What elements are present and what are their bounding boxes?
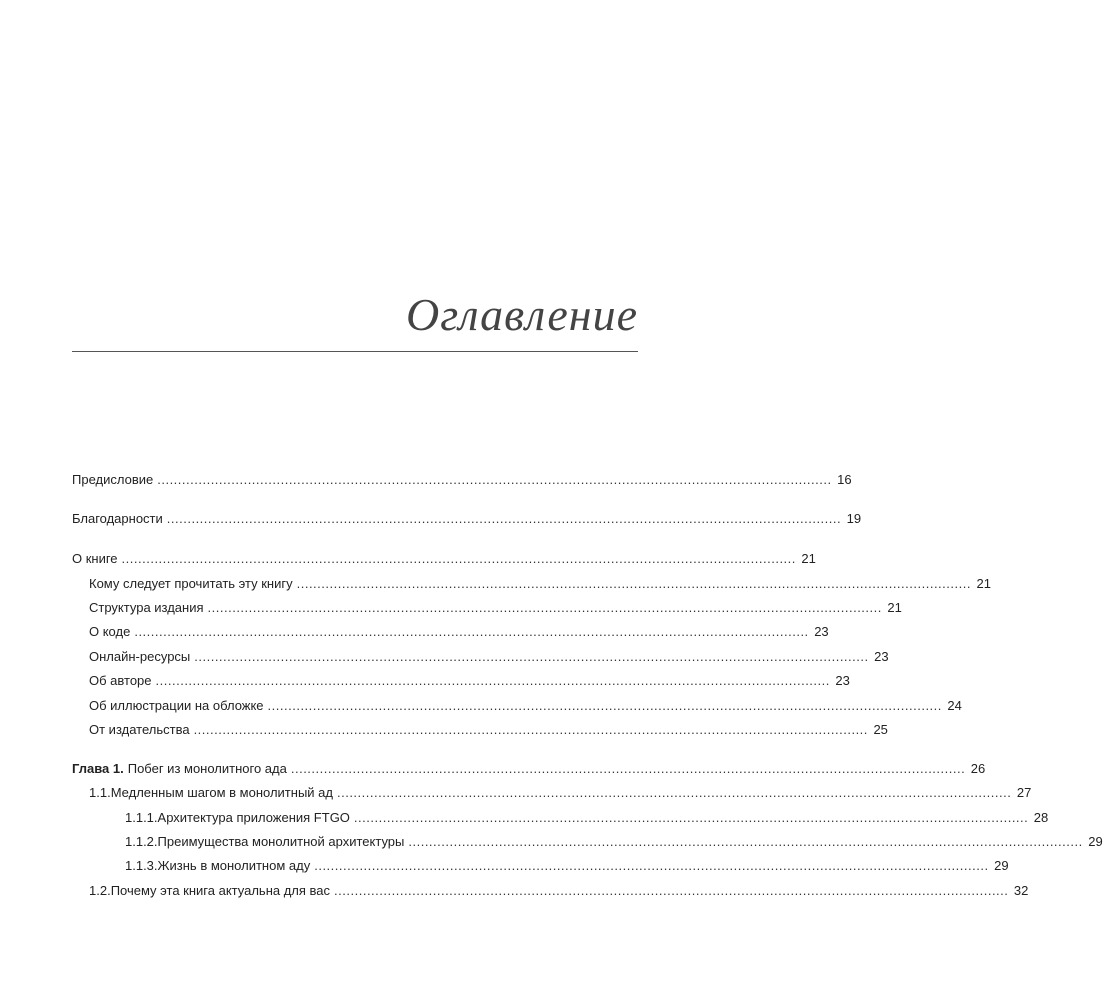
page-title: Оглавление — [405, 289, 638, 340]
toc-entry-audience[interactable] — [89, 574, 991, 594]
toc-entry-page: 23 — [874, 649, 889, 664]
toc-entry-page: 21 — [976, 576, 991, 591]
toc-entry-page: 21 — [887, 600, 902, 615]
toc-entry-label: От издательства — [89, 722, 190, 737]
toc-entry-number: 1.2. — [89, 883, 111, 898]
toc-entry-1-1[interactable] — [89, 783, 1032, 803]
toc-leader-dots: .................................................................................................................................................................... — [314, 858, 989, 873]
toc-entry-label: Благодарности — [72, 511, 163, 526]
toc-entry-number: 1.1.3. — [125, 858, 158, 873]
toc-entry-page: 21 — [801, 551, 816, 566]
toc-entry-online-resources[interactable] — [89, 647, 889, 667]
toc-leader-dots: .................................................................................................................................................................... — [408, 834, 1083, 849]
toc-entry-label: Кому следует прочитать эту книгу — [89, 576, 293, 591]
toc-entry-label: Предисловие — [72, 472, 154, 487]
toc-leader-dots: .................................................................................................................................................................... — [267, 698, 942, 713]
toc-entry-acknowledgements[interactable] — [72, 509, 862, 529]
toc-entry-page: 29 — [994, 858, 1009, 873]
toc-leader-dots: .................................................................................................................................................................... — [207, 600, 882, 615]
title-rule — [72, 351, 638, 352]
toc-entry-page: 25 — [873, 722, 888, 737]
toc-leader-dots: .................................................................................................................................................................... — [121, 551, 796, 566]
toc-entry-page: 26 — [970, 761, 986, 776]
toc-entry-preface[interactable] — [72, 470, 852, 490]
toc-leader-dots: .................................................................................................................................................................... — [296, 576, 971, 591]
toc-entry-label: Об иллюстрации на обложке — [89, 698, 264, 713]
toc-entry-label: Преимущества монолитной архитектуры — [157, 834, 405, 849]
toc-entry-label: Архитектура приложения FTGO — [157, 810, 350, 825]
toc-entry-number: 1.1.1. — [125, 810, 158, 825]
toc-entry-from-publisher[interactable] — [89, 720, 888, 740]
toc-entry-1-1-3[interactable] — [125, 856, 1009, 876]
toc-entry-about-code[interactable] — [89, 622, 829, 642]
toc-entry-1-1-2[interactable] — [125, 832, 1103, 852]
toc-entry-label: Об авторе — [89, 673, 152, 688]
toc-entry-label: О коде — [89, 624, 131, 639]
toc-entry-page: 29 — [1088, 834, 1103, 849]
toc-entry-1-1-1[interactable] — [125, 808, 1049, 828]
toc-entry-about-author[interactable] — [89, 671, 850, 691]
toc-leader-dots: .................................................................................................................................................................... — [194, 649, 869, 664]
toc-entry-number: 1.1.2. — [125, 834, 158, 849]
toc-entry-number: 1.1. — [89, 785, 111, 800]
toc-leader-dots: .................................................................................................................................................................... — [166, 511, 842, 526]
toc-entry-label: Жизнь в монолитном аду — [157, 858, 311, 873]
toc-entry-page: 19 — [846, 511, 862, 526]
toc-entry-cover-illustration[interactable] — [89, 696, 962, 716]
toc-entry-label: Побег из монолитного ада — [127, 761, 287, 776]
toc-leader-dots: .................................................................................................................................................................... — [336, 785, 1012, 800]
toc-chapter-prefix: Глава 1. — [72, 761, 124, 776]
toc-leader-dots: .................................................................................................................................................................... — [134, 624, 809, 639]
toc-entry-1-2[interactable] — [89, 881, 1029, 901]
toc-entry-page: 23 — [814, 624, 829, 639]
toc-leader-dots: .................................................................................................................................................................... — [193, 722, 868, 737]
toc-entry-chapter-1[interactable] — [72, 759, 986, 779]
toc-leader-dots: .................................................................................................................................................................... — [157, 472, 832, 487]
toc-entry-about-book[interactable] — [72, 549, 816, 569]
toc-entry-page: 28 — [1033, 810, 1049, 825]
toc-entry-label: Почему эта книга актуальна для вас — [110, 883, 331, 898]
toc-leader-dots: .................................................................................................................................................................... — [290, 761, 966, 776]
toc-entry-label: О книге — [72, 551, 118, 566]
toc-entry-label: Медленным шагом в монолитный ад — [110, 785, 333, 800]
toc-entry-page: 27 — [1016, 785, 1032, 800]
toc-entry-label: Структура издания — [89, 600, 204, 615]
toc-entry-page: 32 — [1013, 883, 1029, 898]
toc-entry-label: Онлайн-ресурсы — [89, 649, 191, 664]
toc-entry-page: 24 — [947, 698, 962, 713]
toc-leader-dots: .................................................................................................................................................................... — [353, 810, 1029, 825]
toc-leader-dots: .................................................................................................................................................................... — [334, 883, 1009, 898]
toc-leader-dots: .................................................................................................................................................................... — [155, 673, 830, 688]
toc-entry-page: 16 — [837, 472, 852, 487]
toc-entry-page: 23 — [835, 673, 850, 688]
toc-entry-structure[interactable] — [89, 598, 902, 618]
